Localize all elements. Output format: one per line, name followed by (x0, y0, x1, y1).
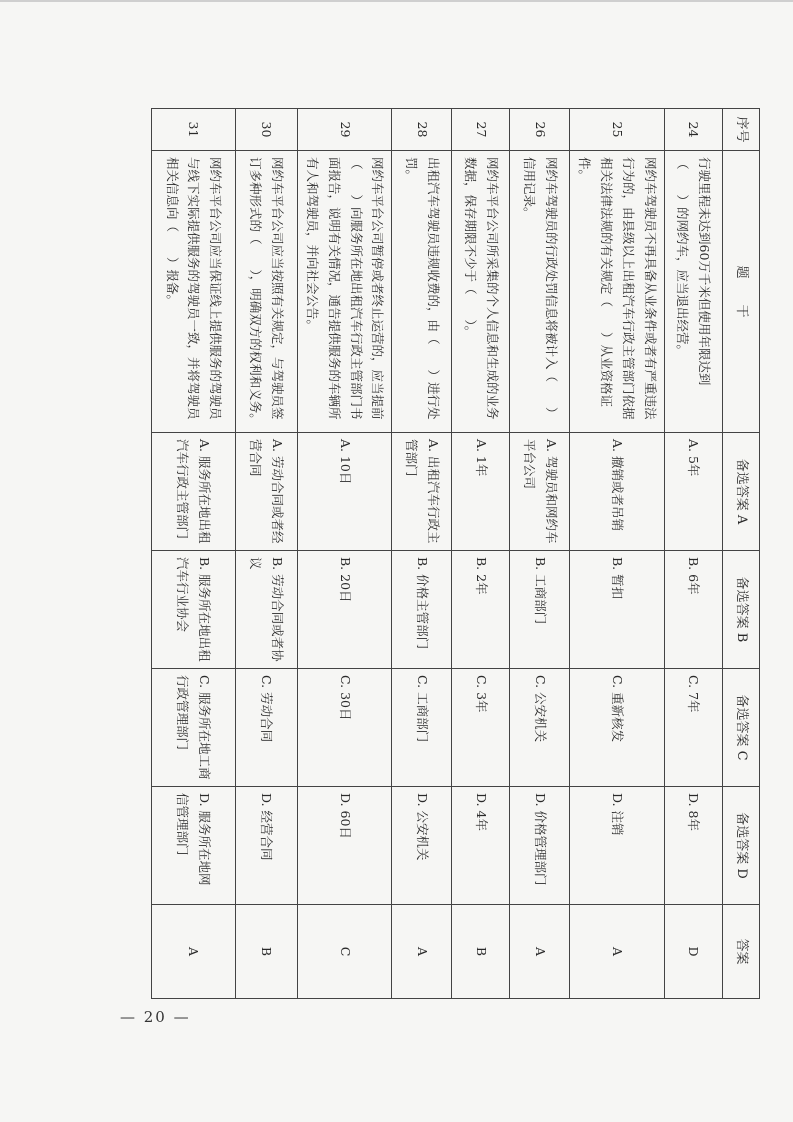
row-answer: D (665, 905, 723, 999)
header-a: 备选答案 A (723, 433, 760, 551)
row-question: 行驶里程未达到60万千米但使用年限达到（ ）的网约车，应当退出经营。 (665, 151, 723, 433)
row-question: 网约车驾驶员不再具备从业条件或者有严重违法行为的，由县级以上出租汽车行政主管部门依据相关法律法规的有关规定（ ）从业资格证件。 (570, 151, 665, 433)
scan-edge (0, 0, 793, 2)
table-container (164, 108, 760, 998)
row-no: 26 (510, 109, 570, 151)
row-option-a: A. 劳动合同或者经营合同 (236, 433, 298, 551)
row-question: 网约车平台公司所采集的个人信息和生成的业务数据，保存期限不少于（ ）。 (452, 151, 510, 433)
table-row (152, 109, 236, 999)
row-option-c: C. 7年 (665, 669, 723, 787)
row-option-d: D. 4年 (452, 787, 510, 905)
table-row (665, 109, 723, 999)
row-option-d: D. 8年 (665, 787, 723, 905)
row-option-c: C. 重新核发 (570, 669, 665, 787)
row-answer: B (236, 905, 298, 999)
row-option-b: B. 劳动合同或者协议 (236, 551, 298, 669)
header-d: 备选答案 D (723, 787, 760, 905)
row-no: 27 (452, 109, 510, 151)
row-option-d: D. 价格管理部门 (510, 787, 570, 905)
row-option-a: A. 出租汽车行政主管部门 (392, 433, 452, 551)
row-question: 网约车平台公司应当按照有关规定，与驾驶员签订多种形式的（ ），明确双方的权利和义务。 (236, 151, 298, 433)
row-answer: A (152, 905, 236, 999)
row-option-c: C. 3年 (452, 669, 510, 787)
row-no: 28 (392, 109, 452, 151)
row-option-a: A. 1年 (452, 433, 510, 551)
row-option-b: B. 暂扣 (570, 551, 665, 669)
table-row (452, 109, 510, 999)
row-option-c: C. 30日 (298, 669, 393, 787)
row-option-d: D. 60日 (298, 787, 393, 905)
row-question: 出租汽车驾驶员违规收费的，由（ ）进行处罚。 (392, 151, 452, 433)
header-c: 备选答案 C (723, 669, 760, 787)
row-option-b: B. 价格主管部门 (392, 551, 452, 669)
page-number: — 20 — (120, 1008, 191, 1026)
table-row (570, 109, 665, 999)
row-option-a: A. 撤销或者吊销 (570, 433, 665, 551)
question-table (151, 108, 760, 999)
row-question: 网约车平台公司暂停或者终止运营的，应当提前（ ）向服务所在地出租汽车行政主管部门书面报告，说明有关情况，通告提供服务的车辆所有人和驾驶员，并向社会公告。 (298, 151, 393, 433)
row-option-b: B. 工商部门 (510, 551, 570, 669)
row-option-c: C. 公安机关 (510, 669, 570, 787)
row-option-d: D. 经营合同 (236, 787, 298, 905)
row-option-b: B. 6年 (665, 551, 723, 669)
row-option-b: B. 服务所在地出租汽车行业协会 (152, 551, 236, 669)
header-b: 备选答案 B (723, 551, 760, 669)
header-row (723, 109, 760, 999)
row-option-c: C. 工商部门 (392, 669, 452, 787)
row-question: 网约车平台公司应当保证线上提供服务的驾驶员与线下实际提供服务的驾驶员一致，并将驾驶员相关信息向（ ）报备。 (152, 151, 236, 433)
row-no: 24 (665, 109, 723, 151)
row-option-c: C. 劳动合同 (236, 669, 298, 787)
row-option-a: A. 5年 (665, 433, 723, 551)
row-answer: C (298, 905, 393, 999)
row-option-a: A. 服务所在地出租汽车行政主管部门 (152, 433, 236, 551)
row-answer: A (570, 905, 665, 999)
table-row (510, 109, 570, 999)
row-option-b: B. 20日 (298, 551, 393, 669)
row-answer: B (452, 905, 510, 999)
row-question: 网约车驾驶员的行政处罚信息将被计入（ ）信用记录。 (510, 151, 570, 433)
row-answer: A (510, 905, 570, 999)
row-option-d: D. 公安机关 (392, 787, 452, 905)
row-no: 25 (570, 109, 665, 151)
table-row (298, 109, 393, 999)
row-no: 30 (236, 109, 298, 151)
table-row (236, 109, 298, 999)
table-row (392, 109, 452, 999)
row-no: 31 (152, 109, 236, 151)
header-answer: 答案 (723, 905, 760, 999)
header-no: 序号 (723, 109, 760, 151)
row-option-d: D. 服务所在地网信管理部门 (152, 787, 236, 905)
row-answer: A (392, 905, 452, 999)
row-option-b: B. 2年 (452, 551, 510, 669)
row-option-a: A. 驾驶员和网约车平台公司 (510, 433, 570, 551)
row-option-c: C. 服务所在地工商行政管理部门 (152, 669, 236, 787)
row-option-a: A. 10日 (298, 433, 393, 551)
header-question: 题 干 (723, 151, 760, 433)
row-option-d: D. 注销 (570, 787, 665, 905)
row-no: 29 (298, 109, 393, 151)
